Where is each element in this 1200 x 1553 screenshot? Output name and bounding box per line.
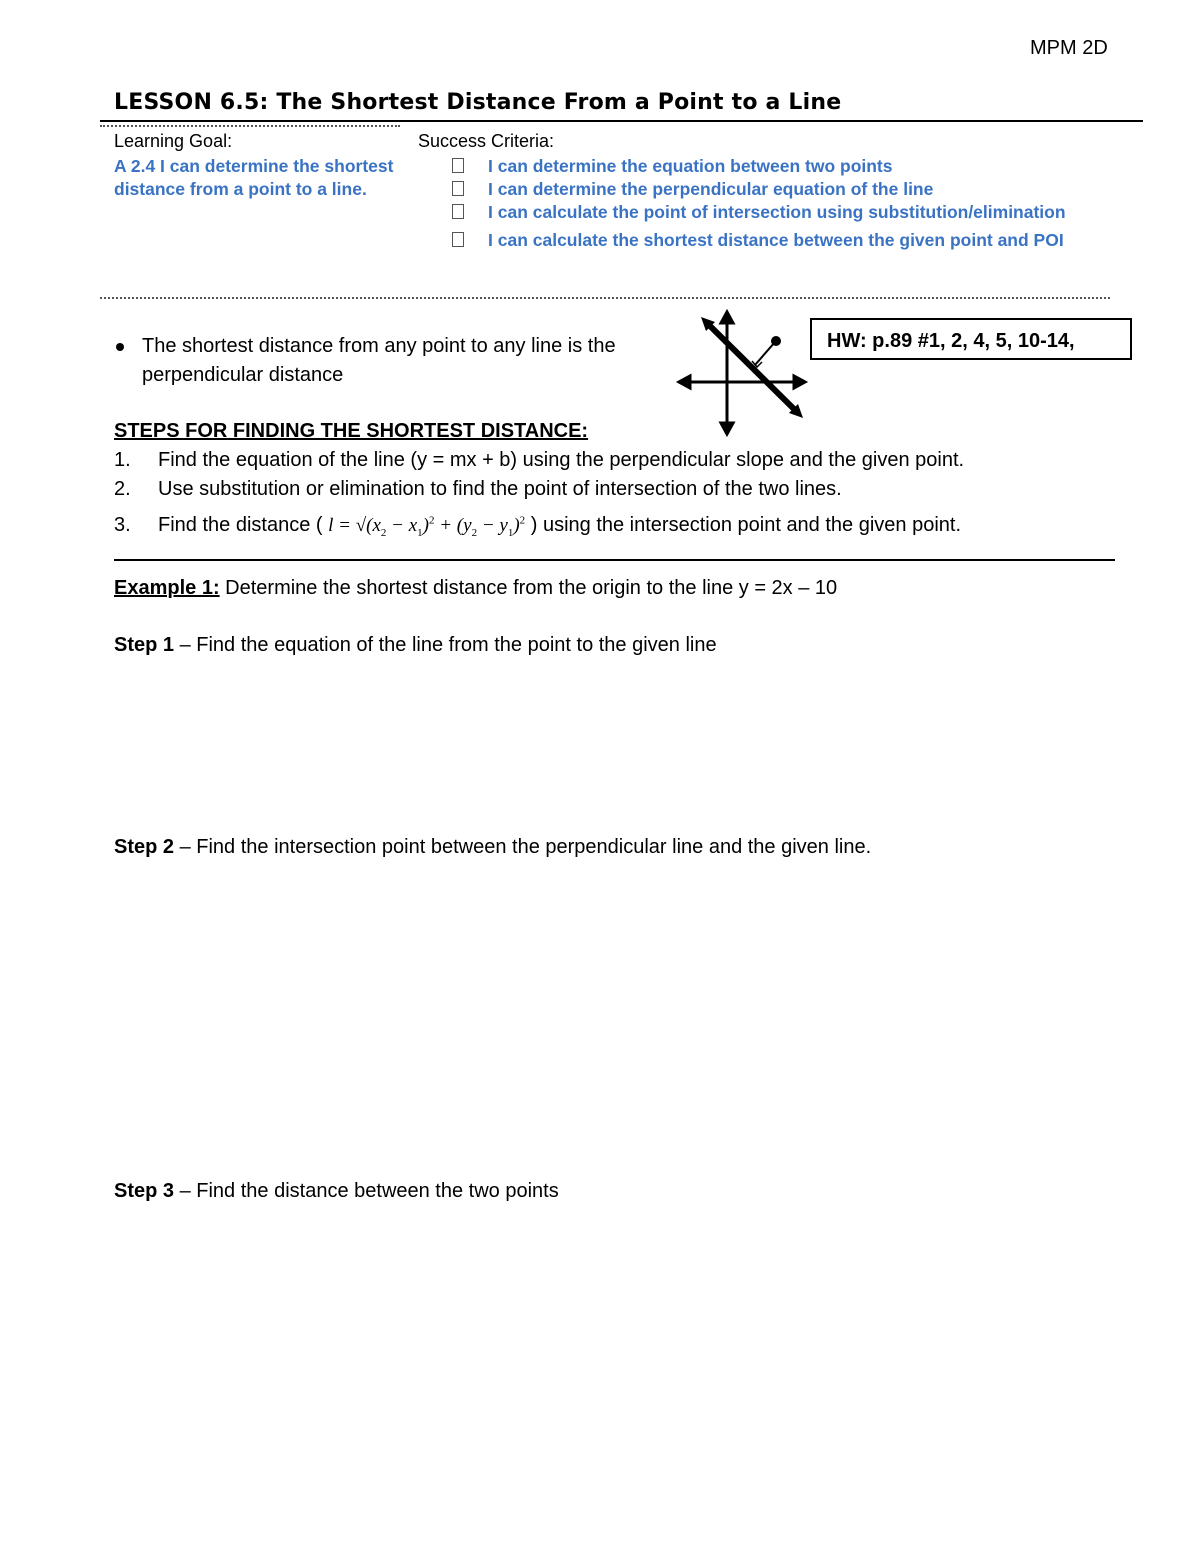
lesson-title: LESSON 6.5: The Shortest Distance From a Point to a Line <box>114 90 842 115</box>
homework-box: HW: p.89 #1, 2, 4, 5, 10-14, <box>810 318 1132 360</box>
box-bottom-border <box>100 297 1110 299</box>
bullet-point: The shortest distance from any point to any line is the perpendicular distance <box>114 332 674 390</box>
criteria-item: I can calculate the point of intersection using substitution/elimination <box>450 201 1090 223</box>
section-divider <box>114 559 1115 561</box>
step-item: 3. Find the distance ( $l = √(x_2 - x_1)^2 + (y_2 - y_1)^2$ ) using the intersection point and the given point. <box>114 514 962 539</box>
distance-formula: $l = √(x_2 - x_1)^2 + (y_2 - y_1)^2$ <box>328 514 526 539</box>
example-1: Example 1: Determine the shortest distance from the origin to the line y = 2x – 10 <box>114 577 838 599</box>
criteria-item: I can calculate the shortest distance between the given point and POI <box>450 229 1090 251</box>
checkbox-icon <box>452 232 464 247</box>
step-item: 2. Use substitution or elimination to find the point of intersection of the two lines. <box>114 478 842 500</box>
box-top-border <box>100 125 400 127</box>
steps-heading: STEPS FOR FINDING THE SHORTEST DISTANCE: <box>114 420 589 442</box>
success-criteria-list <box>450 155 1090 252</box>
learning-goal-text: A 2.4 I can determine the shortest distance from a point to a line. <box>114 156 394 199</box>
checkbox-icon <box>452 204 464 219</box>
step-3-line: Step 3 – Find the distance between the two points <box>114 1180 559 1202</box>
title-rule <box>100 120 1143 122</box>
criteria-item: I can determine the perpendicular equation of the line <box>450 178 1090 200</box>
step-1-line: Step 1 – Find the equation of the line from the point to the given line <box>114 634 717 656</box>
checkbox-icon <box>452 181 464 196</box>
course-code: MPM 2D <box>1030 37 1108 59</box>
perpendicular-diagram <box>675 308 810 440</box>
checkbox-icon <box>452 158 464 173</box>
criteria-item: I can determine the equation between two points <box>450 155 1090 177</box>
step-2-line: Step 2 – Find the intersection point between the perpendicular line and the given line. <box>114 836 872 858</box>
success-criteria-label: Success Criteria: <box>418 131 555 151</box>
step-item: 1. Find the equation of the line (y = mx + b) using the perpendicular slope and the given point. <box>114 449 965 471</box>
bullet-dot <box>116 343 124 351</box>
learning-goal-label: Learning Goal: <box>114 131 233 151</box>
